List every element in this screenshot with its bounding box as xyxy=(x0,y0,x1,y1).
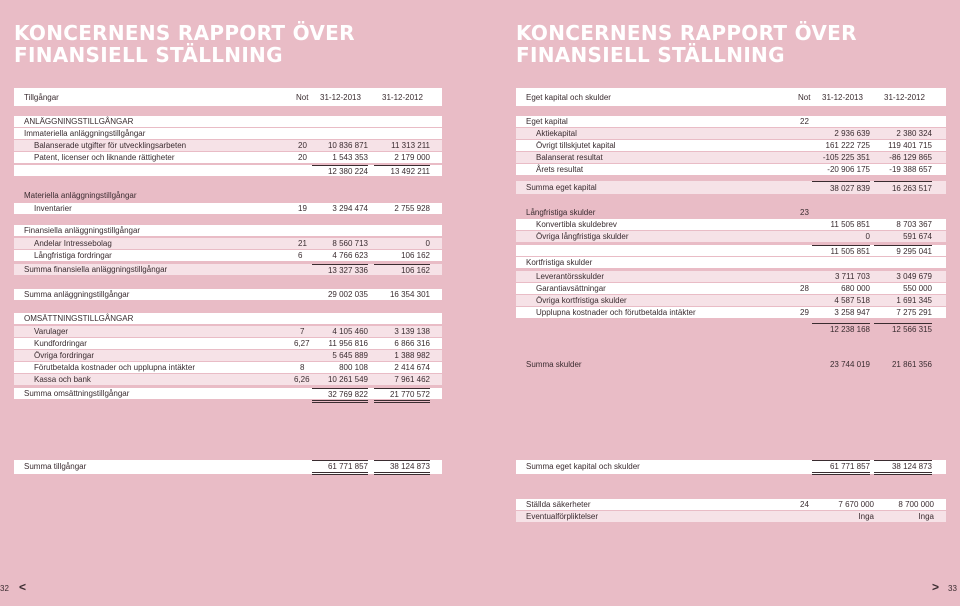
page-title-left: KONCERNENS RAPPORT ÖVER FINANSIELL STÄLLNING xyxy=(14,21,355,67)
total-skulder-row: Summa skulder 23 744 019 21 861 356 xyxy=(526,360,932,369)
header-col1: 31-12-2013 xyxy=(320,92,361,102)
assets-header xyxy=(14,88,442,106)
table-row: Övriga långfristiga skulder 0 591 674 xyxy=(516,231,946,242)
table-row: Andelar Intressebolag 21 8 560 713 0 xyxy=(14,238,442,249)
header-col2: 31-12-2012 xyxy=(382,92,423,102)
table-row: Ställda säkerheter 24 7 670 000 8 700 000 xyxy=(516,499,946,510)
table-row: Inventarier 19 3 294 474 2 755 928 xyxy=(14,203,442,214)
subtotal-row: 12 380 224 13 492 211 xyxy=(14,165,442,176)
page-number-right: 33 xyxy=(948,584,957,593)
total-anlaggning-row: Summa anläggningstillgångar 29 002 035 16 354 301 xyxy=(14,289,442,300)
total-omsattning-row: Summa omsättningstillgångar 32 769 822 21 770 572 xyxy=(14,388,442,399)
previous-page-icon[interactable]: < xyxy=(19,580,27,594)
next-page-icon[interactable]: > xyxy=(932,580,940,594)
subsection-immateriella: Immateriella anläggningstillgångar xyxy=(14,128,442,139)
total-assets-row: Summa tillgångar 61 771 857 38 124 873 xyxy=(14,460,442,474)
table-row: Patent, licenser och liknande rättigheter 20 1 543 353 2 179 000 xyxy=(14,152,442,163)
table-row: Aktiekapital 2 936 639 2 380 324 xyxy=(516,128,946,139)
subtotal-row: 11 505 851 9 295 041 xyxy=(516,245,946,256)
table-row: Balanserade utgifter för utvecklingsarbeten 20 10 836 871 11 313 211 xyxy=(14,140,442,151)
subsection-kortfristiga: Kortfristiga skulder xyxy=(516,257,946,268)
page-title-right: KONCERNENS RAPPORT ÖVER FINANSIELL STÄLLNING xyxy=(516,21,857,67)
header-label: Eget kapital och skulder xyxy=(526,92,611,102)
table-row: Förutbetalda kostnader och upplupna intäkter 8 800 108 2 414 674 xyxy=(14,362,442,373)
table-row: Konvertibla skuldebrev 11 505 851 8 703 367 xyxy=(516,219,946,230)
table-row: Övriga fordringar 5 645 889 1 388 982 xyxy=(14,350,442,361)
header-col1: 31-12-2013 xyxy=(822,92,863,102)
table-row: Upplupna kostnader och förutbetalda intäkter 29 3 258 947 7 275 291 xyxy=(516,307,946,318)
table-row: Övriga kortfristiga skulder 4 587 518 1 691 345 xyxy=(516,295,946,306)
table-row: Leverantörsskulder 3 711 703 3 049 679 xyxy=(516,271,946,282)
table-row: Kassa och bank 6,26 10 261 549 7 961 462 xyxy=(14,374,442,385)
table-row: Eventualförpliktelser Inga Inga xyxy=(516,511,946,522)
section-omsattning: OMSÄTTNINGSTILLGÅNGAR xyxy=(14,313,442,324)
table-row: Kundfordringar 6,27 11 956 816 6 866 316 xyxy=(14,338,442,349)
table-row: Övrigt tillskjutet kapital 161 222 725 119 401 715 xyxy=(516,140,946,151)
total-eget-kapital-row: Summa eget kapital 38 027 839 16 263 517 xyxy=(516,181,946,194)
table-row: Balanserat resultat -105 225 351 -86 129 865 xyxy=(516,152,946,163)
table-row: Garantiavsättningar 28 680 000 550 000 xyxy=(516,283,946,294)
header-label: Tillgångar xyxy=(24,92,59,102)
table-row: Varulager 7 4 105 460 3 139 138 xyxy=(14,326,442,337)
page-number-left: 32 xyxy=(0,584,9,593)
table-row: Årets resultat -20 906 175 -19 388 657 xyxy=(516,164,946,175)
subsection-finansiella: Finansiella anläggningstillgångar xyxy=(14,225,442,236)
subtotal-row: 12 238 168 12 566 315 xyxy=(516,323,946,334)
header-col2: 31-12-2012 xyxy=(884,92,925,102)
subtotal-row: Summa finansiella anläggningstillgångar 13 327 336 106 162 xyxy=(14,264,442,275)
total-liabilities-row: Summa eget kapital och skulder 61 771 857 38 124 873 xyxy=(516,460,946,474)
liabilities-header xyxy=(516,88,946,106)
subsection-eget-kapital: Eget kapital 22 xyxy=(516,116,946,127)
section-anlaggning: ANLÄGGNINGSTILLGÅNGAR xyxy=(14,116,442,127)
header-not: Not xyxy=(296,92,309,102)
table-row: Långfristiga fordringar 6 4 766 623 106 162 xyxy=(14,250,442,261)
header-not: Not xyxy=(798,92,811,102)
